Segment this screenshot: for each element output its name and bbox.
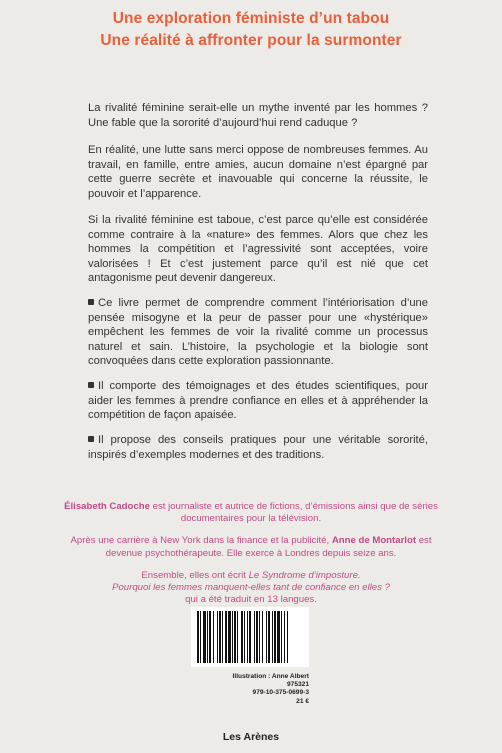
bullet-item (88, 433, 428, 462)
barcode-bar (197, 611, 199, 663)
barcode-bar (217, 611, 218, 663)
previous-book-title-1: Le Syndrome d’imposture. (248, 569, 361, 581)
translation-note: qui a été traduit en 13 langues. (185, 594, 317, 606)
barcode-bar (203, 611, 206, 663)
barcode-bar (268, 611, 270, 663)
barcode (191, 607, 309, 667)
headline (0, 8, 502, 52)
reality-paragraph (88, 143, 428, 201)
barcode-bar (209, 611, 211, 663)
author-credits (60, 501, 442, 616)
bullet-icon (88, 299, 94, 305)
barcode-bar (272, 611, 273, 663)
previous-book-title-2: Pourquoi les femmes manquent-elles tant de confiance en elles ? (112, 582, 390, 594)
barcode-bar (277, 611, 280, 663)
barcode-bar (241, 611, 243, 663)
bullet-item (88, 379, 428, 423)
author-1-bio: est journaliste et autrice de fictions, d’émissions ainsi que de séries documentaires pour la télévision. (149, 501, 438, 525)
barcode-bar (249, 611, 251, 663)
bullet-text: Il comporte des témoignages et des études scientifiques, pour aider les femmes à prendre confiance en elles et à appréhender la compétition de façon apaisée. (88, 380, 428, 422)
barcode-icon (191, 607, 309, 667)
barcode-bar (284, 611, 285, 663)
price: 21 € (296, 697, 309, 705)
barcode-bar (219, 611, 221, 663)
barcode-bar (262, 611, 263, 663)
intro-paragraph (88, 101, 428, 130)
barcode-bar (254, 611, 255, 663)
isbn-info (191, 673, 309, 706)
product-code: 975321 (286, 681, 309, 689)
barcode-bar (200, 611, 201, 663)
barcode-bar (207, 611, 208, 663)
bullet-icon (88, 382, 94, 388)
bullet-item (88, 296, 428, 369)
barcode-bar (213, 611, 214, 663)
bullet-text: Il propose des conseils pratiques pour une véritable sororité, inspirés d’exemples modernes et des traditions. (88, 434, 428, 461)
author-2-bio: est devenue psychothérapeute. Elle exerce à Londres depuis seize ans. (105, 535, 432, 559)
barcode-bar (225, 611, 227, 663)
author-1-bio-block (60, 501, 442, 525)
barcode-bar (234, 611, 236, 663)
author-2-bio-block (60, 535, 442, 559)
barcode-bar (228, 611, 231, 663)
barcode-bar (247, 611, 248, 663)
barcode-bar (256, 611, 258, 663)
barcode-bar (244, 611, 245, 663)
joint-work-intro: Ensemble, elles ont écrit (141, 569, 249, 581)
barcode-bar (232, 611, 233, 663)
barcode-bar (287, 611, 288, 663)
illustration-credit: Illustration : Anne Albert (232, 673, 309, 680)
author-2-intro: Après une carrière à New York dans la finance et la publicité, (70, 535, 332, 547)
joint-work-block (60, 570, 442, 607)
barcode-bar (237, 611, 238, 663)
isbn-number: 979-10-375-0699-3 (252, 689, 309, 697)
taboo-paragraph (88, 213, 428, 286)
headline-line-1: Une exploration féministe d’un tabou (112, 10, 390, 27)
barcode-bar (274, 611, 276, 663)
headline-line-2: Une réalité à affronter pour la surmonter (100, 32, 402, 49)
barcode-bar (222, 611, 223, 663)
paragraph-2: En réalité, une lutte sans merci oppose de nombreuses femmes. Au travail, en famille, entre amies, aucun domaine n’est épargné par cette guerre secrète et inavouable qui concerne la réussite, le pouvoir et l’apparence. (88, 144, 428, 200)
author-1-name: Élisabeth Cadoche (64, 501, 150, 512)
bullet-icon (88, 436, 94, 442)
publisher-name: Les Arènes (222, 731, 280, 743)
paragraph-1: La rivalité féminine serait-elle un mythe inventé par les hommes ? Une fable que la sororité d’aujourd’hui rend caduque ? (88, 102, 428, 129)
bullet-text: Ce livre permet de comprendre comment l’intériorisation d’une pensée misogyne et la peur de passer pour une «hystérique» empêchent les femmes de voir la rivalité comme un processus naturel et sain. L’histoire, la psychologie et la biologie sont convoquées dans cette exploration passionnante. (88, 297, 428, 368)
barcode-bar (281, 611, 282, 663)
paragraph-3: Si la rivalité féminine est taboue, c’est parce qu’elle est considérée comme contraire à la «nature» des femmes. Alors que chez les hommes la compétition et l’agressivité sont acceptées, voire valorisées ! Et c’est justement parce qu’il est nié que cet antagonisme peut devenir dangereux. (88, 214, 428, 285)
barcode-bar (266, 611, 267, 663)
barcode-bar (259, 611, 260, 663)
author-2-name: Anne de Montarlot (331, 535, 417, 547)
